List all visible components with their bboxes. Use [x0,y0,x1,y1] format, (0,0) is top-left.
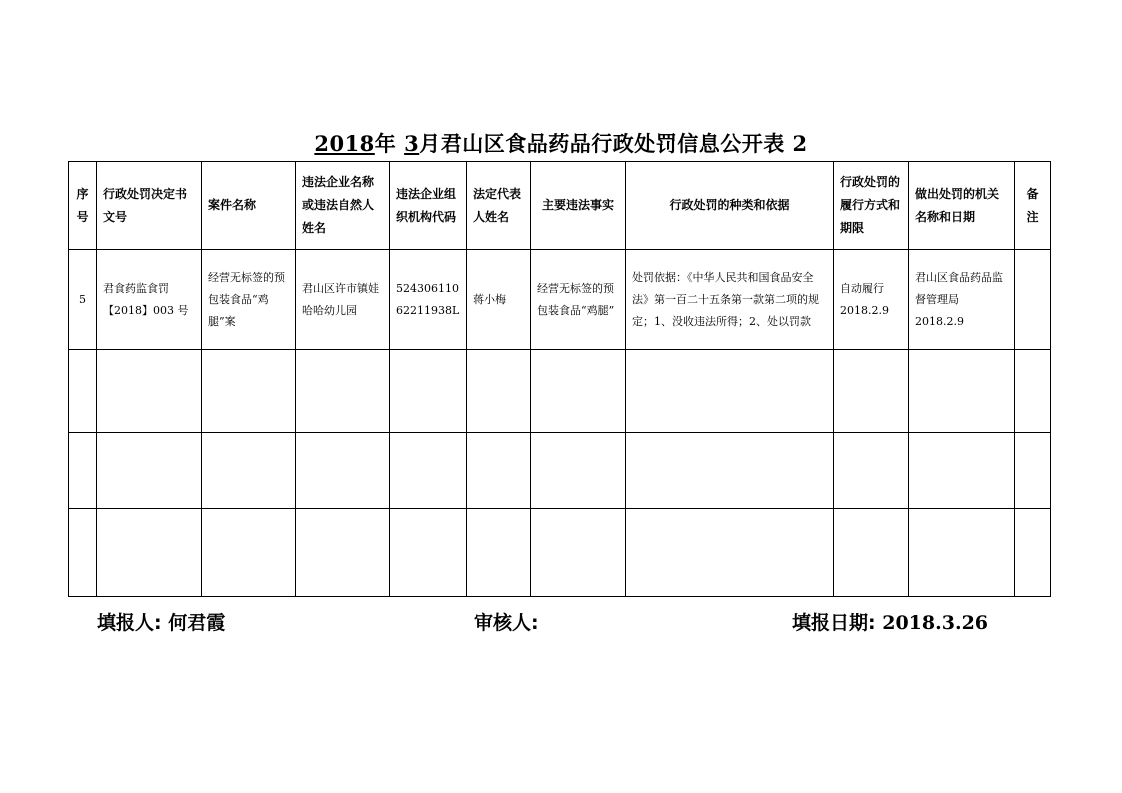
reviewer-label: 审核人: [474,612,539,634]
empty-cell [202,509,296,597]
cell-execution: 自动履行 2018.2.9 [834,250,909,350]
fill-date [792,608,988,635]
filler [97,608,225,635]
header-cell: 行政处罚的履行方式和期限 [834,162,909,250]
cell-authority: 君山区食品药品监督管理局 2018.2.9 [909,250,1015,350]
empty-cell [834,350,909,433]
empty-cell [626,350,834,433]
empty-cell [202,350,296,433]
cell-doc-no: 君食药监食罚【2018】003 号 [97,250,202,350]
empty-cell [69,350,97,433]
empty-cell [1015,433,1051,509]
cell-org-code: 52430611062211938L [390,250,467,350]
empty-cell [69,433,97,509]
date-value: 2018.3.26 [882,612,989,634]
header-cell: 主要违法事实 [531,162,626,250]
empty-cell [909,350,1015,433]
empty-cell [626,509,834,597]
empty-cell [296,509,390,597]
empty-cell [202,433,296,509]
empty-cell [296,433,390,509]
empty-cell [834,433,909,509]
empty-cell [531,433,626,509]
empty-cell [626,433,834,509]
empty-cell [467,509,531,597]
table-row [69,509,1051,597]
header-cell: 序号 [69,162,97,250]
cell-remarks [1015,250,1051,350]
penalty-table [68,161,1051,597]
page-title [0,128,1122,158]
empty-cell [69,509,97,597]
empty-cell [296,350,390,433]
empty-cell [97,433,202,509]
filler-label: 填报人: [97,612,162,634]
cell-facts: 经营无标签的预包装食品“鸡腿” [531,250,626,350]
cell-no: 5 [69,250,97,350]
empty-cell [97,350,202,433]
header-cell: 行政处罚的种类和依据 [626,162,834,250]
cell-case-name: 经营无标签的预包装食品“鸡腿”案 [202,250,296,350]
cell-enterprise: 君山区许市镇娃哈哈幼儿园 [296,250,390,350]
table-row [69,433,1051,509]
title-year: 2018 [314,131,375,156]
title-rest: 月君山区食品药品行政处罚信息公开表 2 [419,131,808,156]
empty-cell [909,509,1015,597]
cell-legal-rep: 蒋小梅 [467,250,531,350]
header-cell: 行政处罚决定书文号 [97,162,202,250]
title-year-suffix: 年 [374,131,397,156]
header-cell: 法定代表人姓名 [467,162,531,250]
empty-cell [390,350,467,433]
empty-cell [531,509,626,597]
empty-cell [909,433,1015,509]
cell-basis: 处罚依据：《中华人民共和国食品安全法》第一百二十五条第一款第二项的规定；1、没收违法所得；2、处以罚款 [626,250,834,350]
empty-cell [390,433,467,509]
header-cell: 做出处罚的机关名称和日期 [909,162,1015,250]
filler-name: 何君霞 [168,612,226,634]
empty-cell [97,509,202,597]
empty-cell [1015,509,1051,597]
header-cell: 违法企业名称或违法自然人姓名 [296,162,390,250]
empty-cell [467,433,531,509]
title-month: 3 [404,131,420,156]
header-cell: 案件名称 [202,162,296,250]
date-label: 填报日期: [792,612,876,634]
header-cell: 备注 [1015,162,1051,250]
empty-cell [1015,350,1051,433]
header-cell: 违法企业组织机构代码 [390,162,467,250]
empty-cell [531,350,626,433]
header-row [69,162,1051,250]
empty-cell [390,509,467,597]
table-row [69,250,1051,350]
table-row [69,350,1051,433]
reviewer [474,608,539,635]
empty-cell [834,509,909,597]
empty-cell [467,350,531,433]
